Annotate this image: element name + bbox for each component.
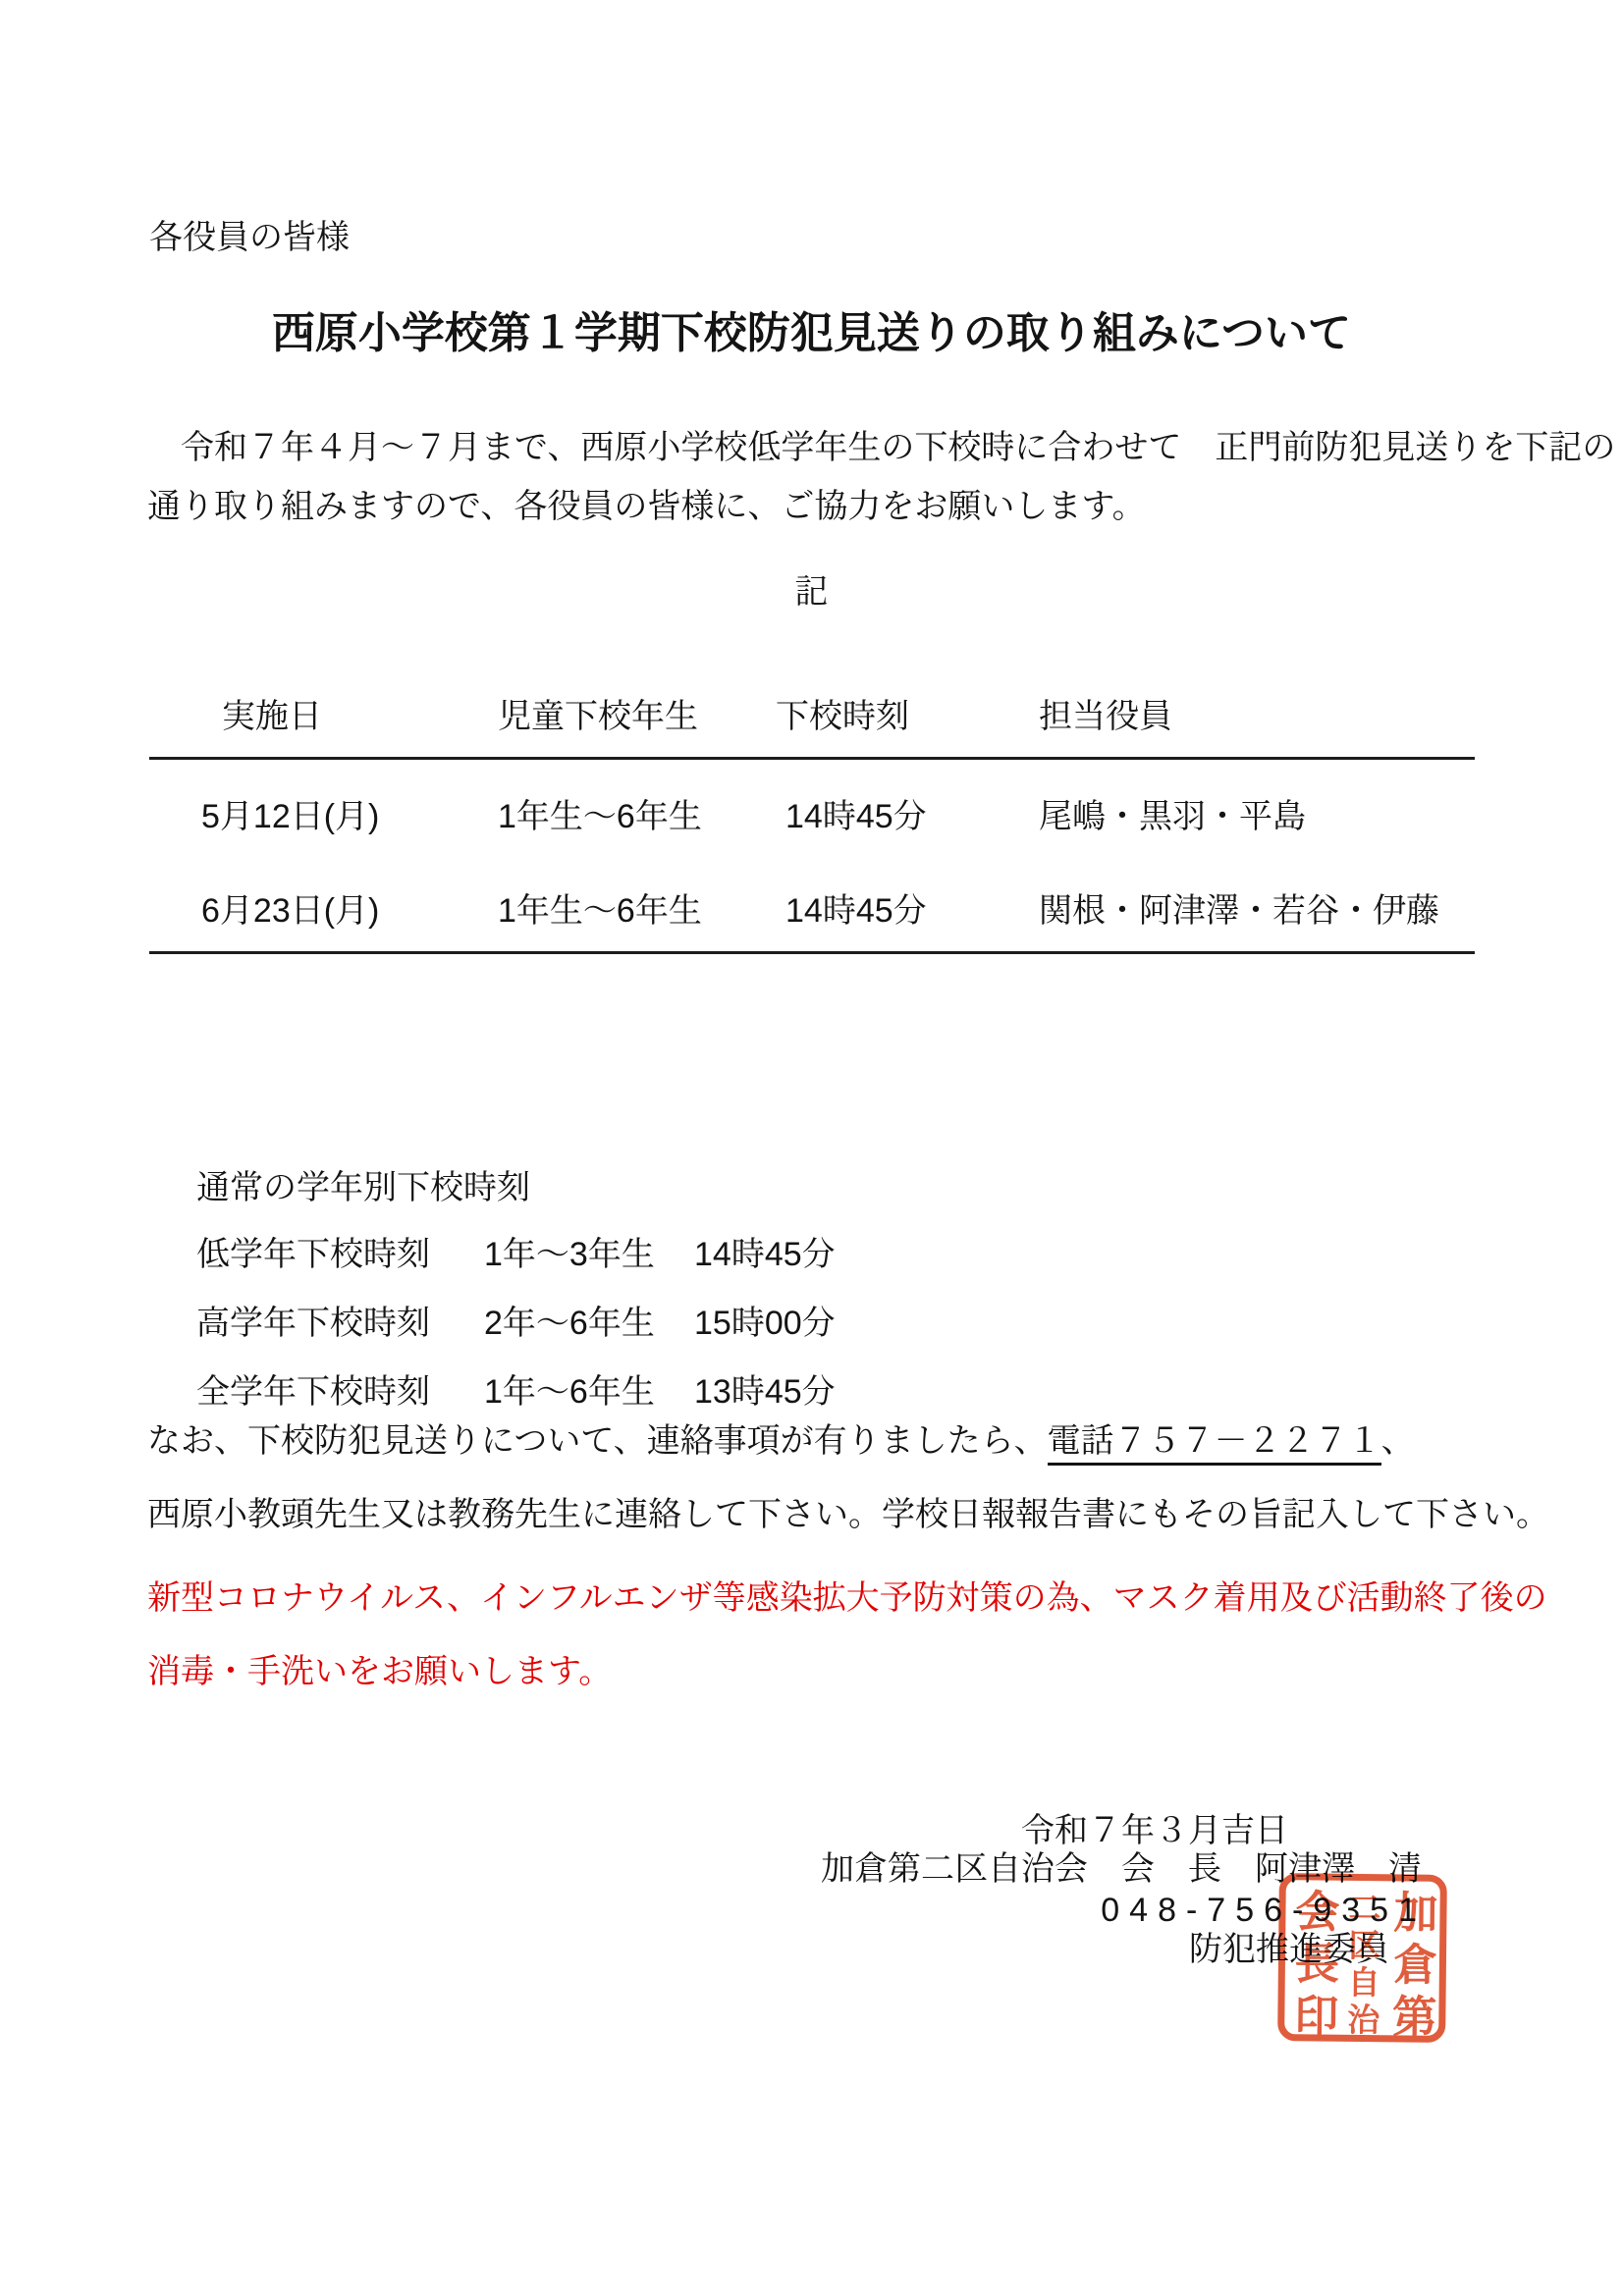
row2-staff: 関根・阿津澤・若谷・伊藤: [1039, 892, 1439, 930]
contact-note-comma: 、: [1380, 1422, 1415, 1460]
signature-phone: 048-756-9351: [1101, 1892, 1427, 1929]
record-marker: 記: [794, 573, 829, 611]
row2-date: 6月23日(月): [201, 892, 380, 930]
dismissal-row3-time: 13時45分: [694, 1373, 836, 1411]
dismissal-row2-label: 高学年下校時刻: [196, 1305, 430, 1342]
dismissal-row1-label: 低学年下校時刻: [196, 1236, 430, 1273]
signature-organization: 加倉第二区自治会 会 長 阿津澤 清: [821, 1850, 1422, 1888]
row1-time: 14時45分: [785, 798, 927, 835]
dismissal-row3-label: 全学年下校時刻: [196, 1373, 430, 1411]
row1-staff: 尾嶋・黒羽・平島: [1039, 798, 1306, 835]
intro-line-1: 令和７年４月～７月まで、西原小学校低学年生の下校時に合わせて 正門前防犯見送りを下記の: [147, 429, 1616, 466]
row2-time: 14時45分: [785, 892, 927, 930]
contact-note-text: なお、下校防犯見送りについて、連絡事項が有りましたら、: [147, 1422, 1048, 1460]
dismissal-row1-time: 14時45分: [694, 1236, 836, 1273]
stamp-column-middle: 二区自治: [1342, 1890, 1382, 2041]
row2-grades: 1年生～6年生: [498, 892, 702, 930]
contact-note-line-2: 西原小教頭先生又は教務先生に連絡して下さい。学校日報報告書にもその旨記入して下さい。: [147, 1496, 1549, 1533]
official-seal-stamp: [1277, 1873, 1447, 2046]
contact-note-line-1: [147, 1421, 1415, 1461]
signature-date: 令和７年３月吉日: [1021, 1812, 1288, 1849]
dismissal-row2-grades: 2年～6年生: [484, 1305, 655, 1342]
column-header-date: 実施日: [222, 698, 322, 735]
stamp-column-right: 加倉第: [1384, 1889, 1438, 2046]
column-header-time: 下校時刻: [776, 698, 909, 735]
table-rule-top: [149, 757, 1475, 760]
dismissal-times-heading: 通常の学年別下校時刻: [196, 1169, 530, 1206]
table-rule-bottom: [149, 951, 1475, 954]
covid-notice-line-2: 消毒・手洗いをお願いします。: [147, 1653, 613, 1690]
signature-role: 防犯推進委員: [1189, 1931, 1389, 1968]
column-header-staff: 担当役員: [1039, 698, 1172, 735]
column-header-grades: 児童下校年生: [498, 698, 698, 735]
dismissal-row3-grades: 1年～6年生: [484, 1373, 655, 1411]
page-title: 西原小学校第１学期下校防犯見送りの取り組みについて: [271, 309, 1352, 357]
row1-date: 5月12日(月): [201, 798, 380, 835]
dismissal-row2-time: 15時00分: [694, 1305, 836, 1342]
intro-line-2: 通り取り組みますので、各役員の皆様に、ご協力をお願いします。: [147, 488, 1146, 525]
dismissal-row1-grades: 1年～3年生: [484, 1236, 655, 1273]
row1-grades: 1年生～6年生: [498, 798, 702, 835]
contact-phone-underlined: 電話７５７－２２７１: [1048, 1422, 1381, 1466]
covid-notice-line-1: 新型コロナウイルス、インフルエンザ等感染拡大予防対策の為、マスク着用及び活動終了後の: [147, 1579, 1547, 1617]
stamp-column-left: 会長印: [1286, 1888, 1340, 2045]
greeting-line: 各役員の皆様: [149, 219, 350, 256]
